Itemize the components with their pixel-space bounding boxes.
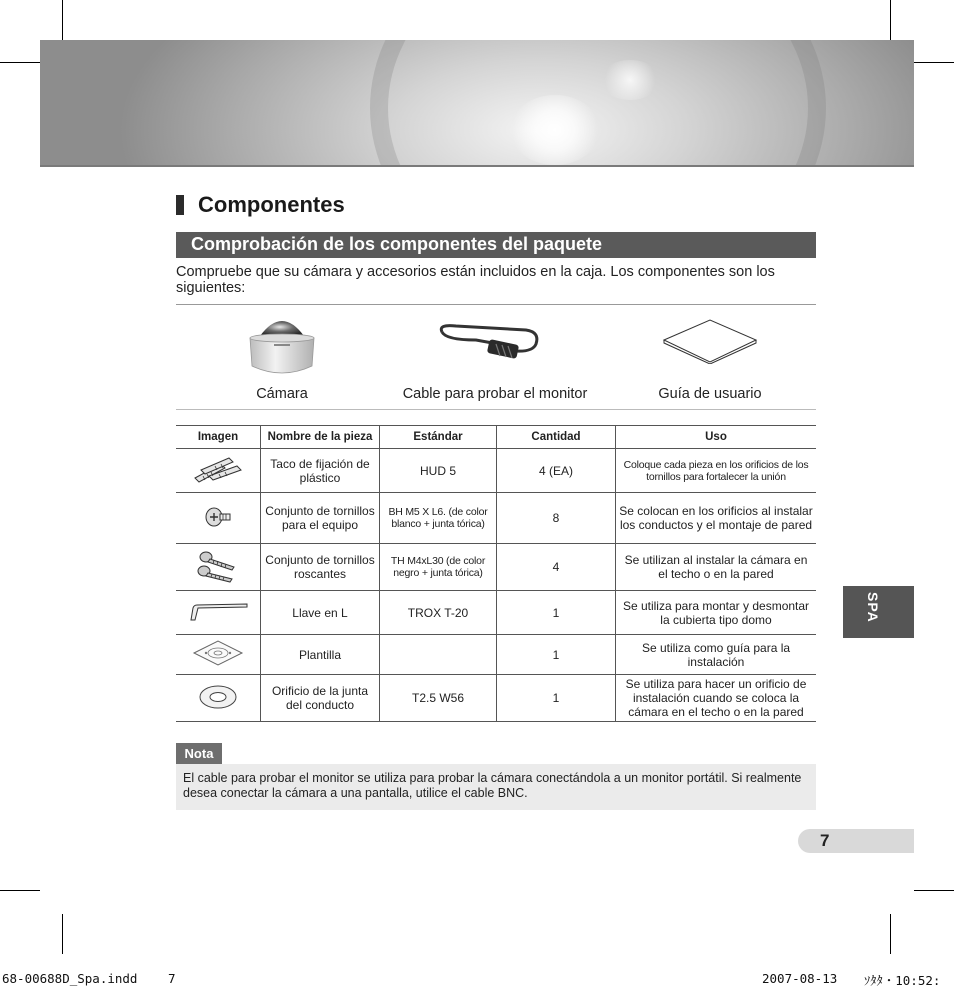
page-number-badge (798, 829, 914, 853)
row-image (176, 635, 261, 675)
footer-file: 68-00688D_Spa.indd (2, 971, 138, 986)
row-image (176, 544, 261, 591)
footer-page: 7 (168, 971, 176, 986)
row-use: Se utiliza para hacer un orificio de instalación cuando se coloca la cámara en el techo o en la pared (616, 675, 817, 722)
column-header: Uso (616, 426, 817, 449)
note-box (176, 764, 816, 810)
column-header: Cantidad (497, 426, 616, 449)
row-standard (380, 635, 497, 675)
row-image (176, 449, 261, 493)
row-name: Plantilla (261, 635, 380, 675)
row-quantity: 1 (497, 635, 616, 675)
page-title: Componentes (198, 192, 345, 217)
intro-text: Compruebe que su cámara y accesorios están incluidos en la caja. Los componentes son los siguientes: (176, 264, 775, 296)
section-title: Comprobación de los componentes del paquete (191, 234, 603, 254)
row-use: Se colocan en los orificios al instalar los conductos y el montaje de pared (616, 493, 817, 544)
row-image (176, 675, 261, 722)
divider (176, 409, 816, 410)
table-header-row (176, 426, 816, 449)
row-name: Orificio de la junta del conducto (261, 675, 380, 722)
header-banner (40, 40, 914, 167)
language-tab-label: SPA (865, 592, 881, 623)
row-standard: TROX T-20 (380, 591, 497, 635)
row-use: Se utiliza para montar y desmontar la cubierta tipo domo (616, 591, 817, 635)
row-quantity: 1 (497, 591, 616, 635)
parts-table (176, 425, 816, 722)
row-standard: TH M4xL30 (de color negro + junta tórica) (380, 544, 497, 591)
crop-mark (62, 0, 63, 40)
row-image (176, 493, 261, 544)
page-number: 7 (820, 831, 830, 850)
crop-mark (914, 62, 954, 63)
note-text: El cable para probar el monitor se utiliza para probar la cámara conectándola a un monitor portátil. Si realmente desea conectar la cámara a una pantalla, utilice el cable BNC. (183, 771, 802, 800)
table-row (176, 544, 816, 591)
item-label-camera: Cámara (256, 386, 308, 402)
crop-mark (890, 914, 891, 954)
row-name: Conjunto de tornillos roscantes (261, 544, 380, 591)
row-quantity: 4 (EA) (497, 449, 616, 493)
crop-mark (0, 62, 40, 63)
dome-camera-icon (246, 308, 318, 380)
row-name: Conjunto de tornillos para el equipo (261, 493, 380, 544)
row-standard: T2.5 W56 (380, 675, 497, 722)
table-row (176, 493, 816, 544)
column-header: Estándar (380, 426, 497, 449)
manual-icon (662, 318, 758, 364)
row-quantity: 8 (497, 493, 616, 544)
row-image (176, 591, 261, 635)
row-standard: HUD 5 (380, 449, 497, 493)
table-row (176, 449, 816, 493)
column-header: Nombre de la pieza (261, 426, 380, 449)
section-header (176, 232, 816, 258)
cable-icon (436, 320, 546, 368)
crop-mark (62, 914, 63, 954)
language-tab (843, 586, 914, 638)
tapping-screws-icon (196, 549, 240, 583)
item-label-manual: Guía de usuario (658, 386, 762, 402)
row-quantity: 4 (497, 544, 616, 591)
template-icon (192, 639, 244, 667)
plastic-anchor-icon (191, 454, 245, 484)
crop-mark (890, 0, 891, 40)
row-quantity: 1 (497, 675, 616, 722)
crop-mark (0, 890, 40, 891)
table-row (176, 675, 816, 722)
table-row (176, 635, 816, 675)
divider (176, 304, 816, 305)
row-use: Se utilizan al instalar la cámara en el techo o en la pared (616, 544, 817, 591)
crop-mark (914, 890, 954, 891)
l-wrench-icon (187, 600, 249, 622)
column-header: Imagen (176, 426, 261, 449)
note-label: Nota (176, 743, 222, 764)
title-marker (176, 195, 184, 215)
table-row (176, 591, 816, 635)
row-name: Llave en L (261, 591, 380, 635)
item-label-cable: Cable para probar el monitor (402, 386, 588, 402)
row-name: Taco de fijación de plástico (261, 449, 380, 493)
row-standard: BH M5 X L6. (de color blanco + junta tórica) (380, 493, 497, 544)
machine-screw-icon (203, 504, 233, 530)
row-use: Coloque cada pieza en los orificios de los tornillos para fortalecer la unión (616, 449, 817, 493)
footer-date: 2007-08-13 (762, 971, 838, 986)
footer-time: ｿﾀﾀ・10:52: (864, 973, 941, 988)
conduit-gasket-icon (198, 684, 238, 710)
row-use: Se utiliza como guía para la instalación (616, 635, 817, 675)
